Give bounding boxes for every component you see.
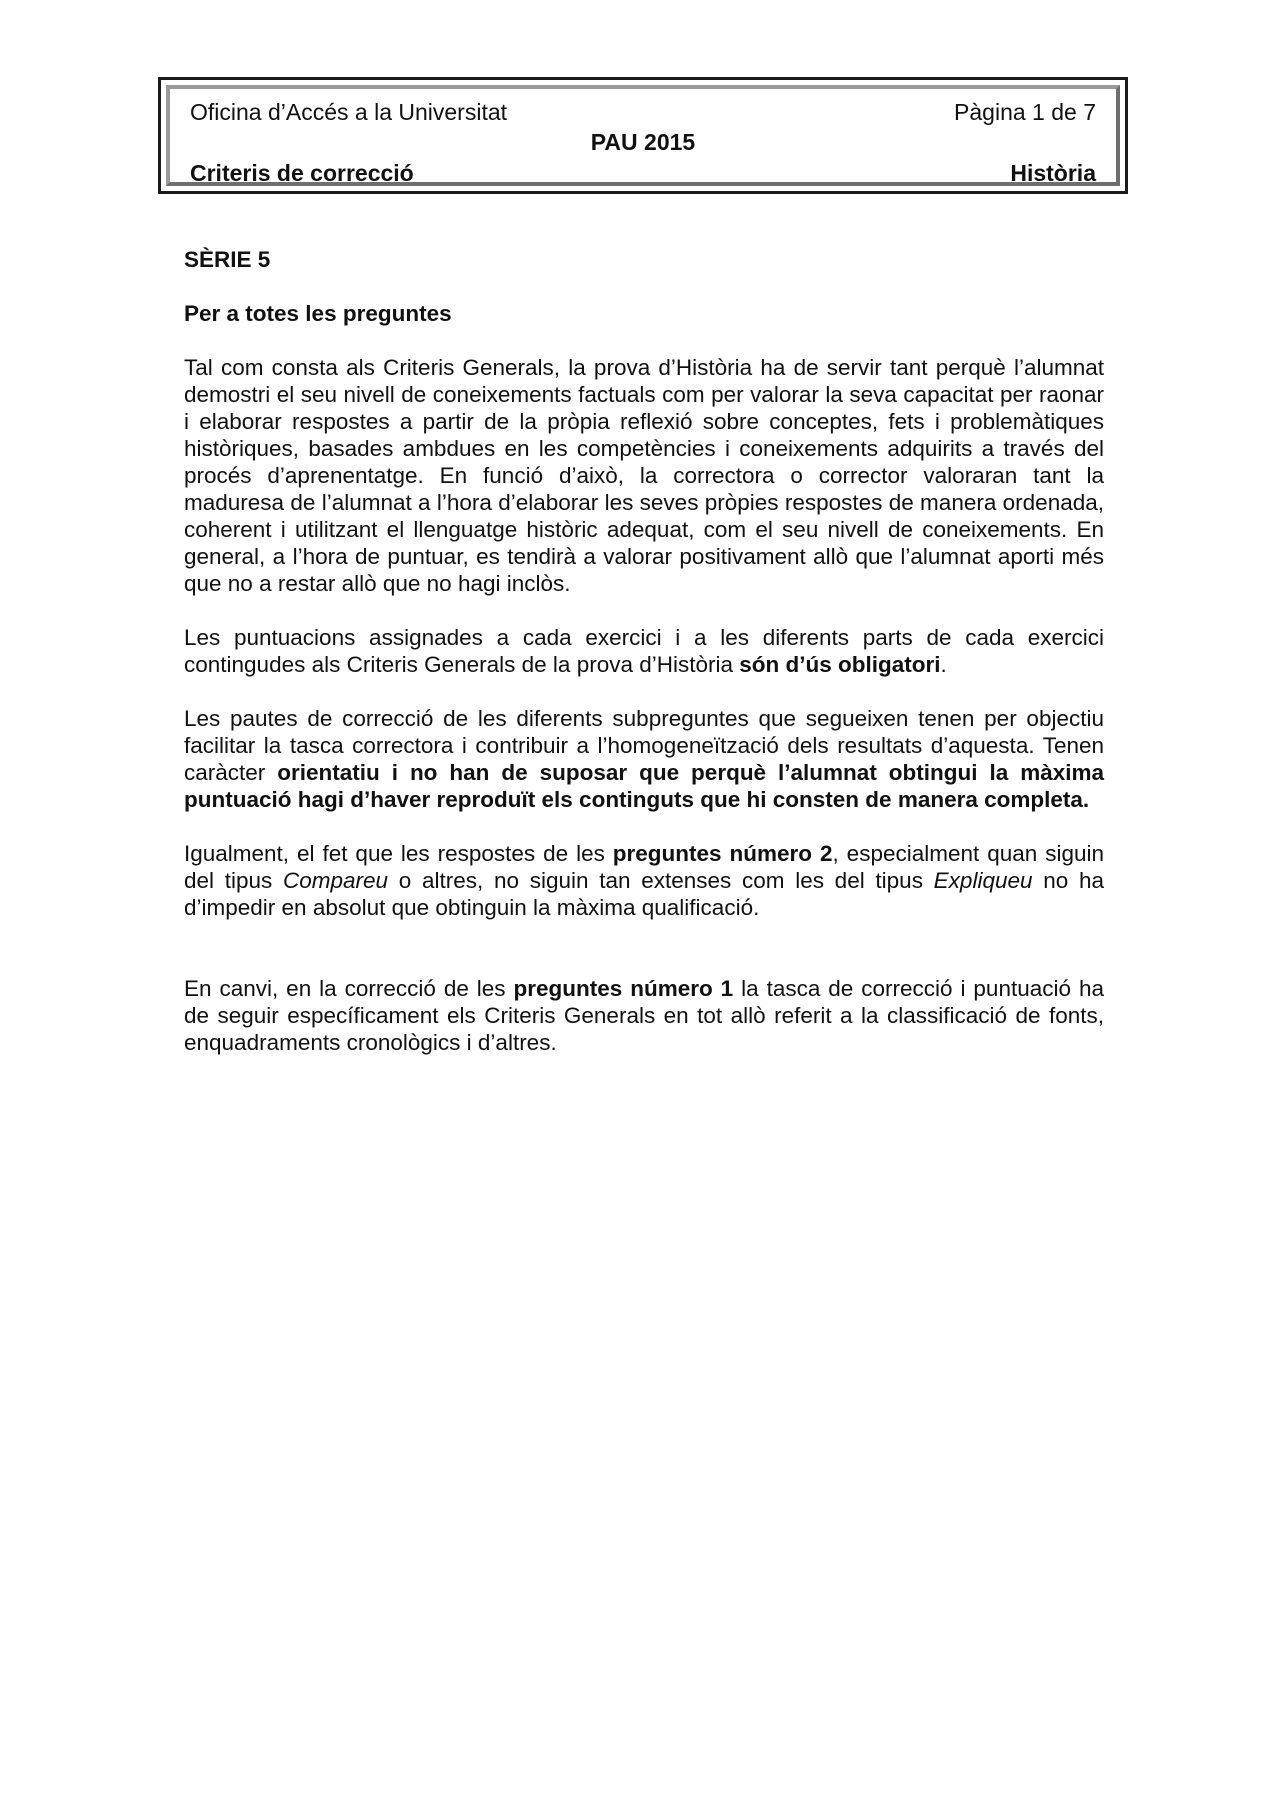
paragraph-q2-italic-expliqueu: Expliqueu — [933, 868, 1033, 893]
paragraph-question-2 — [184, 840, 1104, 921]
paragraph-q2-text1: Igualment, el fet que les respostes de les — [184, 841, 613, 866]
paragraph-q2-text2: , especialment quan siguin del tipus — [184, 841, 1104, 893]
paragraph-scoring-end: . — [940, 652, 947, 677]
section-title: Per a totes les preguntes — [184, 301, 452, 326]
paragraph-q2-text4: no ha d’impedir en absolut que obtinguin la màxima qualificació. — [184, 868, 1104, 920]
paragraph-scoring-bold: són d’ús obligatori — [739, 652, 941, 677]
document-header-inner — [166, 85, 1120, 186]
paragraph-q1-bold: preguntes número 1 — [513, 976, 734, 1001]
paragraph-guidelines — [184, 705, 1104, 813]
document-header — [158, 77, 1128, 194]
paragraph-guidelines-bold: orientatiu i no han de suposar que perquè l’alumnat obtingui la màxima puntuació hagi d’haver reproduït els continguts que hi consten de manera completa. — [184, 760, 1104, 812]
paragraph-question-1 — [184, 975, 1104, 1056]
paragraph-q1-text1: En canvi, en la correcció de les — [184, 976, 514, 1001]
paragraph-q1-text2: la tasca de correcció i puntuació ha de seguir específicament els Criteris Generals en tot allò referit a la classificació de fonts, enquadraments cronològics i d’altres. — [184, 976, 1104, 1055]
header-page-number: Pàgina 1 de 7 — [954, 99, 1096, 125]
paragraph-scoring — [184, 624, 1104, 678]
header-subject: Història — [1010, 160, 1096, 186]
paragraph-q2-italic-compareu: Compareu — [282, 868, 389, 893]
header-office: Oficina d’Accés a la Universitat — [190, 99, 508, 125]
paragraph-guidelines-text: Les pautes de correcció de les diferents subpreguntes que segueixen tenen per objectiu facilitar la tasca correctora i contribuir a l’homogeneïtzació dels resultats d’aquesta. Tenen caràcter — [184, 706, 1104, 785]
paragraph-general-criteria: Tal com consta als Criteris Generals, la prova d’Història ha de servir tant perquè l’alumnat demostri el seu nivell de coneixements factuals com per valorar la seva capacitat per raonar i elaborar respostes a partir de la pròpia reflexió sobre conceptes, fets i problemàtiques històriques, basades ambdues en les competències i coneixements adquirits a través del procés d’aprenentatge. En funció d’això, la correctora o corrector valoraran tant la maduresa de l’alumnat a l’hora d’elaborar les seves pròpies respostes de manera ordenada, coherent i utilitzant el llenguatge històric adequat, com el seu nivell de coneixements. En general, a l’hora de puntuar, es tendirà a valorar positivament allò que l’alumnat aporti més que no a restar allò que no hagi inclòs. — [184, 355, 1104, 596]
paragraph-q2-text3: o altres, no siguin tan extenses com les del tipus — [388, 868, 934, 893]
paragraph-scoring-text: Les puntuacions assignades a cada exercici i a les diferents parts de cada exercici contingudes als Criteris Generals de la prova d’Història — [184, 625, 1104, 677]
paragraph-q2-bold: preguntes número 2 — [612, 841, 833, 866]
document-body — [184, 246, 1104, 1056]
header-criteria: Criteris de correcció — [190, 160, 414, 186]
series-title: SÈRIE 5 — [184, 247, 271, 272]
header-exam-title: PAU 2015 — [590, 129, 696, 155]
